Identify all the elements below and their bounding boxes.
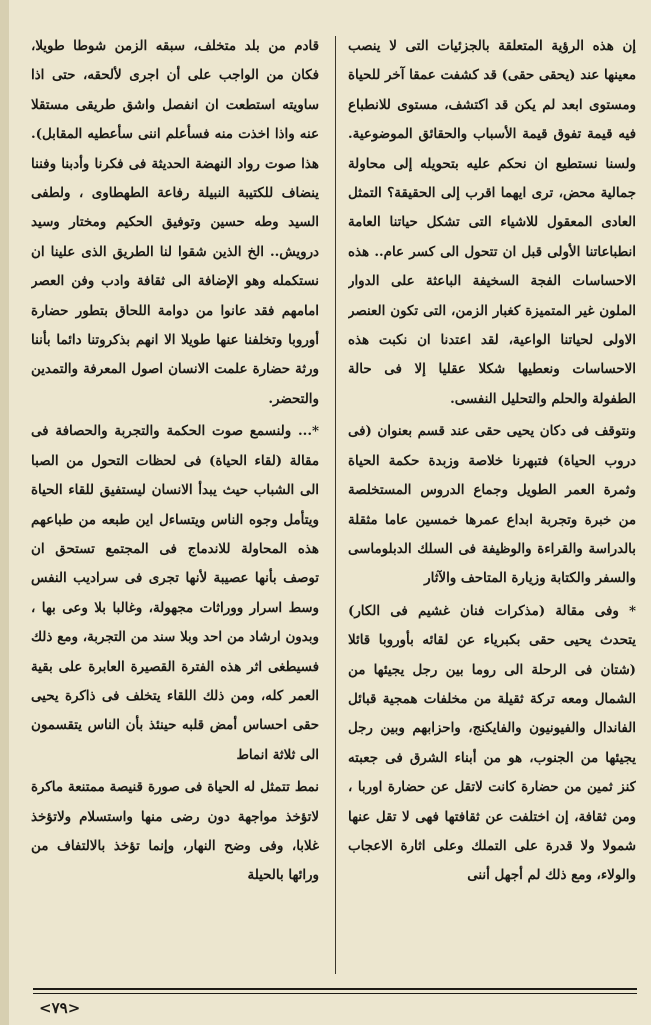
paragraph: *... ولنسمع صوت الحكمة والتجربة والحصافة فى مقالة (لقاء الحياة) فى لحظات التحول من الصبا الى الشباب حيث يبدأ الانسان ليستفيق للقاء الحياة ويتأمل وجوه الناس ويتساءل اين طبعه من طباعهم هذه المحاولة للاندماج فى المجتمع تستحق ان توصف بأنها عصيبة لأنها تجرى فى سراديب النفس وسط اسرار ووراثات مجهولة، وغالبا بلا وعى بها ، وبدون ارشاد من احد وبلا سند من التجربة، ومع ذلك فسيطغى اثر هذه الفترة القصيرة العابرة على بقية العمر كله، ومن ذلك اللقاء يتخلف فى ذاكرة يحيى حقى احساس أمض قلبه حينئذ بأن الناس يتقسمون الى ثلاثة انماط bbox=[31, 423, 319, 763]
left-column bbox=[31, 32, 319, 980]
text-columns bbox=[31, 32, 636, 980]
paragraph: * وفى مقالة (مذكرات فنان غشيم فى الكار) يتحدث يحيى حقى بكبرياء عن لقائه بأوروبا قائلا (شتان فى الرحلة الى روما بين رجل يجيئها من الشمال ومعه تركة ثقيلة من مخلفات همجية قبائل الفاندال والفيونيون والفايكنج، واحزابهم وبين رجل يجيئها من الجنوب، هو من أبناء الشرق فى جعبته كنز ثمين من حضارة كانت لاتقل عن حضارة اوربا ، ومن ثقافة، إن اختلفت عن ثقافتها فهى لا تقل عنها شمولا ولا قدرة على التملك وعلى اثارة الاعجاب والولاء، ومع ذلك لم أجهل أننى bbox=[348, 602, 636, 884]
paragraph: ونتوقف فى دكان يحيى حقى عند قسم بعنوان (فى دروب الحياة) فتبهرنا خلاصة وزبدة حكمة الحياة وثمرة العمر الطويل وجماع الدروس المستخلصة من خبرة وتجربة ابداع عمرها خمسين عاما مثقلة بالدراسة والقراءة والوظيفة فى السلك الدبلوماسى والسفر والكتابة وزيارة المتاحف والآثار bbox=[348, 423, 636, 587]
column-divider bbox=[335, 36, 336, 974]
footer-rule bbox=[33, 988, 637, 990]
page-number: <٧٩> bbox=[39, 999, 81, 1017]
paragraph: قادم من بلد متخلف، سبقه الزمن شوطا طويلا، فكان من الواجب على أن اجرى لألحقه، حتى اذا ساويته استطعت ان انفصل واشق طريقى مستقلا عنه واذا اخذت منه فسأعلم اننى سأعطيه المقابل). هذا صوت رواد النهضة الحديثة فى فكرنا وأدبنا وفننا ينضاف للكتيبة النبيلة رفاعة الطهطاوى ، ولطفى السيد وطه حسين وتوفيق الحكيم ومختار وسيد درويش.. الخ الذين شقوا لنا الطريق الذى علينا ان نستكمله وهو الإضافة الى ثقافة وادب وفن العصر امامهم فقد عانوا من دوامة اللحاق بتطور حضارة أوروبا وتخلفنا عنها طويلا الا انهم بذكروتنا دائما بأننا ورثة حضارة علمت الانسان اصول المعرفة والتمدين والتحضر. bbox=[31, 38, 319, 407]
footer-rule-thin bbox=[33, 993, 637, 994]
paragraph: نمط تتمثل له الحياة فى صورة قنيصة ممتنعة ماكرة لاتؤخذ مواجهة دون رضى منها واستسلام ولاتؤخذ غلابا، وفى وضح النهار، وإنما تؤخذ بالالتفاف من ورائها بالحيلة bbox=[31, 779, 319, 884]
paragraph: إن هذه الرؤية المتعلقة بالجزئيات التى لا ينصب معينها عند (يحقى حقى) قد كشفت عمقا آخر للحياة ومستوى ابعد لم يكن قد اكتشف، مستوى للانطباع فيه قيمة تفوق قيمة الأسباب والحقائق الموضوعية. ولسنا نستطيع ان نحكم عليه بتحويله إلى محاولة جمالية محض، ترى ايهما اقرب إلى الحقيقة؟ التمثل العادى المعقول للاشياء التى تشكل حياتنا العامة انطباعاتنا الأولى قبل ان تتحول الى كسر عام.. هذه الاحساسات الفجة السخيفة الباعثة على الدوار الملون غير المتميزة كغبار الزمن، التى تكون العنصر الاولى لحياتنا الواعية، لقد اعتدنا ان نكبت هذه الاحساسات ونعطيها شكلا عقليا إلا فى حالة الطفولة والحلم والتحليل النفسى. bbox=[348, 38, 636, 407]
right-column bbox=[348, 32, 636, 980]
